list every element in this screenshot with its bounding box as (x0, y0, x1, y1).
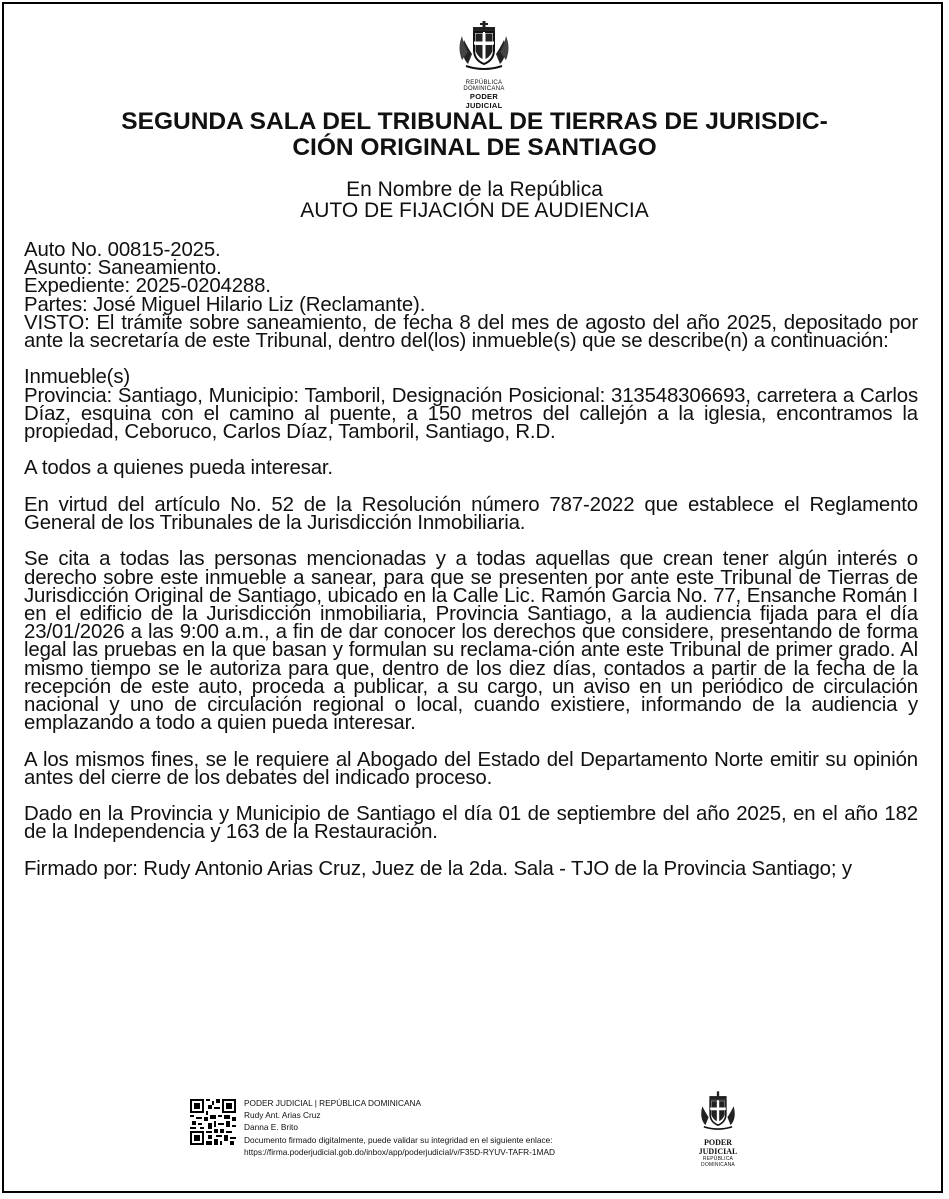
footer-logo-institution: PODER JUDICIAL (698, 1138, 738, 1156)
qr-code-icon[interactable] (190, 1099, 236, 1145)
paragraph-addressees: A todos a quienes pueda interesar. (24, 457, 333, 480)
footer-signer-2: Danna E. Brito (244, 1122, 298, 1133)
poder-judicial-header-logo (454, 18, 514, 110)
logo-institution-text: PODER JUDICIAL (465, 92, 503, 110)
footer-validation-note: Documento firmado digitalmente, puede validar su integridad en el siguiente enlace: (244, 1134, 553, 1145)
signature-details (244, 1097, 555, 1158)
asunto: Asunto: Saneamiento. (24, 257, 222, 280)
case-details (24, 239, 918, 353)
footer-validation-link[interactable]: https://firma.poderjudicial.gob.do/inbox/app/poderjudicial/v/F35D-RYUV-TAFR-1MAD (244, 1146, 555, 1157)
coat-of-arms-icon (693, 1089, 743, 1133)
subtitle-line-1: En Nombre de la República (346, 178, 603, 201)
coat-of-arms-icon (454, 18, 514, 74)
paragraph-citation: Se cita a todas las personas mencionadas y a todas aquellas que crean tener algún interés o derecho sobre este inmueble a sanear, para que se presenten por ante este Tribunal de Tierras de Jurisdicción Original de Santiago, ubicado en la Calle Lic. Ramón Garcia No. 77, Ensanche Román I en el edificio de la Jurisdicción inmobiliaria, Provincia Santiago, a la audiencia fijada para el día 23/01/2026 a las 9:00 a.m., a fin de dar conocer los derechos que considere, presentando de forma legal las pruebas en la que basan y formulan su reclama-ción ante este Tribunal de primer grado. Al mismo tiempo se le autoriza para que, dentro de los diez días, contados a partir de la fecha de la recepción de este auto, proceda a publicar, a su cargo, un aviso en un periódico de circulación nacional y uno de circulación regional o local, cuando existiere, informando de la audiencia y emplazando a todo a quien pueda interesar. (24, 548, 918, 735)
document-body (24, 241, 918, 896)
title-line-2: CIÓN ORIGINAL DE SANTIAGO (292, 134, 657, 161)
title-line-1: SEGUNDA SALA DEL TRIBUNAL DE TIERRAS DE JURISDIC- (121, 108, 828, 135)
partes: Partes: José Miguel Hilario Liz (Reclamante). (24, 293, 426, 316)
footer-institution: PODER JUDICIAL | REPÚBLICA DOMINICANA (244, 1098, 422, 1108)
document-subtitle (30, 179, 919, 221)
inmueble-description: Provincia: Santiago, Municipio: Tamboril, Designación Posicional: 313548306693, carretera a Carlos Díaz, esquina con el camino al puente, a 150 metros del callejón a la iglesia, encontramos la propiedad, Ceboruco, Carlos Díaz, Tamboril, Santiago, R.D. (24, 384, 918, 444)
paragraph-firmado: Firmado por: Rudy Antonio Arias Cruz, Juez de la 2da. Sala - TJO de la Provincia Santiago; y (24, 857, 852, 880)
expediente: Expediente: 2025-0204288. (24, 275, 271, 298)
paragraph-dado-en: Dado en la Provincia y Municipio de Santiago el día 01 de septiembre del año 2025, en el año 182 de la Independencia y 163 de la Restauración. (24, 803, 918, 844)
footer-signer-1: Rudy Ant. Arias Cruz (244, 1110, 321, 1121)
poder-judicial-footer-logo (686, 1089, 750, 1168)
inmueble-heading: Inmueble(s) (24, 366, 131, 389)
paragraph-legal-basis: En virtud del artículo No. 52 de la Resolución número 787-2022 que establece el Reglamento General de los Tribunales de la Jurisdicción Inmobiliaria. (24, 493, 918, 534)
subtitle-line-2: AUTO DE FIJACIÓN DE AUDIENCIA (300, 199, 649, 222)
logo-country-text: REPÚBLICA DOMINICANA (463, 80, 505, 92)
signature-footer (190, 1097, 750, 1167)
inmueble-section (24, 366, 918, 444)
paragraph-abogado-estado: A los mismos fines, se le requiere al Abogado del Estado del Departamento Norte emitir su opinión antes del cierre de los debates del indicado proceso. (24, 748, 918, 789)
visto-paragraph: VISTO: El trámite sobre saneamiento, de fecha 8 del mes de agosto del año 2025, depositado por ante la secretaría de este Tribunal, dentro del(los) inmueble(s) que se describe(n) a continuación: (24, 311, 918, 353)
auto-number: Auto No. 00815-2025. (24, 239, 221, 261)
footer-logo-country: REPÚBLICA DOMINICANA (701, 1156, 735, 1168)
page-title (30, 109, 919, 161)
